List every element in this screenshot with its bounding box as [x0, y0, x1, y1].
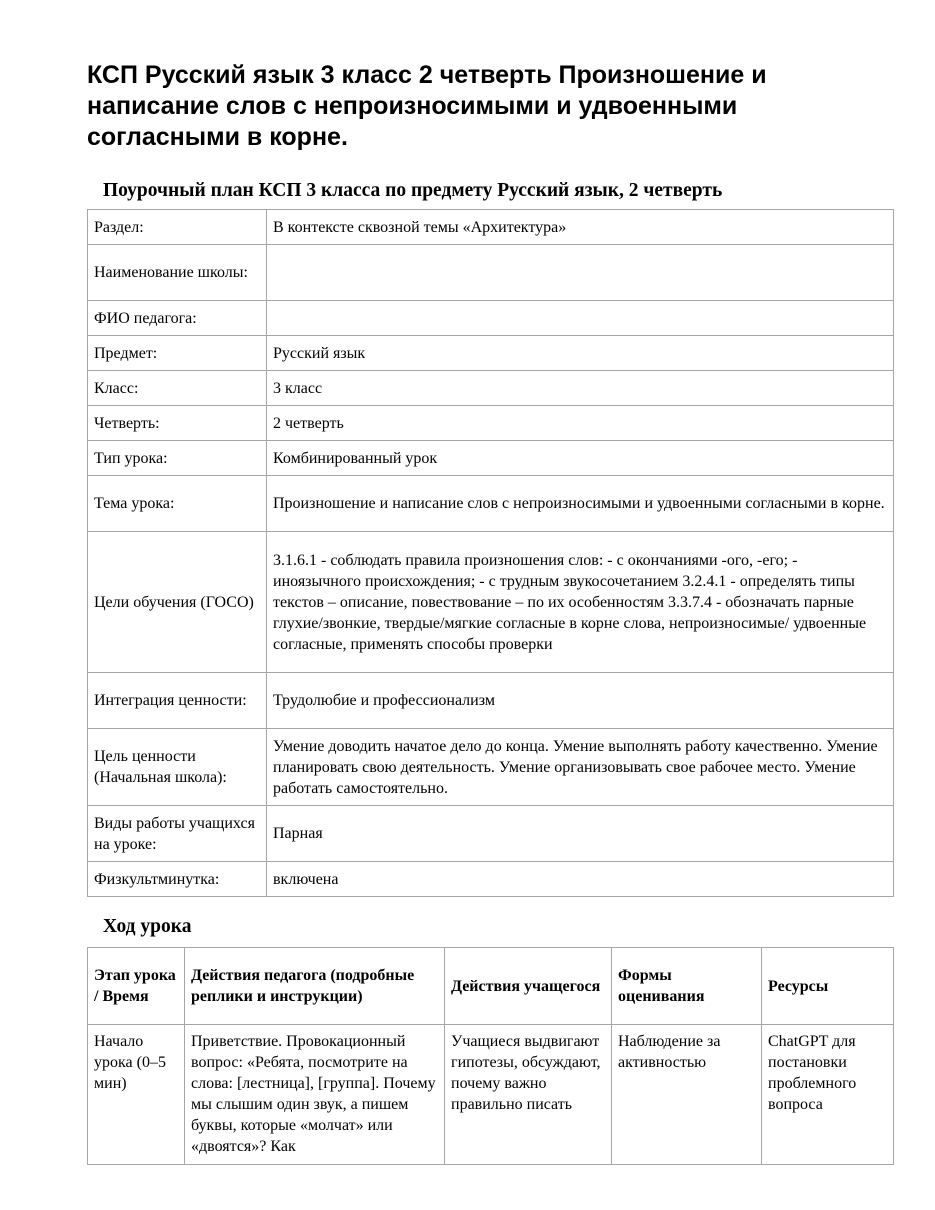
plan-row-work-types — [88, 806, 894, 862]
plan-row-value: Трудолюбие и профессионализм — [267, 673, 894, 729]
lesson-progress-heading: Ход урока — [103, 916, 192, 937]
plan-row-value — [267, 245, 894, 301]
plan-row-label: ФИО педагога: — [88, 301, 267, 336]
plan-row-label: Тема урока: — [88, 476, 267, 532]
plan-row-value: 3.1.6.1 - соблюдать правила произношения слов: - с окончаниями -ого, -его; - иноязычного происхождения; - с трудным звукосочетанием 3.2.4.1 - определять типы текстов – описание, повествование – по их особенностям 3.3.7.4 - обозначать парные глухие/звонкие, твердые/мягкие согласные в корне слова, непроизносимые/ удвоенные согласные, применять способы проверки — [267, 532, 894, 673]
plan-row-label: Цели обучения (ГОСО) — [88, 532, 267, 673]
plan-row-label: Предмет: — [88, 336, 267, 371]
lesson-plan-table — [87, 209, 894, 897]
document-page — [87, 0, 893, 1165]
plan-row-value: Комбинированный урок — [267, 441, 894, 476]
plan-row-lesson-type — [88, 441, 894, 476]
plan-row-value: Умение доводить начатое дело до конца. Умение выполнять работу качественно. Умение планировать свою деятельность. Умение организовывать свое рабочее место. Умение работать самостоятельно. — [267, 729, 894, 806]
plan-row-value: Произношение и написание слов с непроизносимыми и удвоенными согласными в корне. — [267, 476, 894, 532]
plan-row-grade — [88, 371, 894, 406]
plan-row-teacher — [88, 301, 894, 336]
plan-row-subject — [88, 336, 894, 371]
progress-header-row — [88, 948, 894, 1025]
table-cell-stage: Начало урока (0–5 мин) — [88, 1025, 185, 1165]
table-cell-student-actions: Учащиеся выдвигают гипотезы, обсуждают, почему важно правильно писать — [445, 1025, 612, 1165]
plan-row-quarter — [88, 406, 894, 441]
plan-row-label: Физкультминутка: — [88, 862, 267, 897]
plan-row-exercise-break — [88, 862, 894, 897]
plan-row-values-goal — [88, 729, 894, 806]
plan-row-values-integration — [88, 673, 894, 729]
plan-row-label: Четверть: — [88, 406, 267, 441]
column-header-stage: Этап урока / Время — [88, 948, 185, 1025]
plan-row-label: Виды работы учащихся на уроке: — [88, 806, 267, 862]
lesson-progress-table — [87, 947, 894, 1165]
plan-row-topic — [88, 476, 894, 532]
plan-row-label: Тип урока: — [88, 441, 267, 476]
table-cell-assessment: Наблюдение за активностью — [612, 1025, 762, 1165]
plan-row-label: Интеграция ценности: — [88, 673, 267, 729]
plan-row-label: Раздел: — [88, 210, 267, 245]
plan-row-value: 2 четверть — [267, 406, 894, 441]
plan-row-section — [88, 210, 894, 245]
plan-row-value: Парная — [267, 806, 894, 862]
column-header-assessment: Формы оценивания — [612, 948, 762, 1025]
plan-row-value: В контексте сквозной темы «Архитектура» — [267, 210, 894, 245]
plan-row-value: 3 класс — [267, 371, 894, 406]
column-header-resources: Ресурсы — [762, 948, 894, 1025]
plan-row-value: Русский язык — [267, 336, 894, 371]
plan-row-label: Класс: — [88, 371, 267, 406]
plan-row-school — [88, 245, 894, 301]
column-header-student-actions: Действия учащегося — [445, 948, 612, 1025]
plan-row-label: Цель ценности (Начальная школа): — [88, 729, 267, 806]
plan-row-goals — [88, 532, 894, 673]
plan-row-value: включена — [267, 862, 894, 897]
table-cell-teacher-actions: Приветствие. Провокационный вопрос: «Ребята, посмотрите на слова: [лестница], [группа]. Почему мы слышим один звук, а пишем буквы, которые «молчат» или «двоятся»? Как — [185, 1025, 445, 1165]
plan-heading: Поурочный план КСП 3 класса по предмету Русский язык, 2 четверть — [103, 180, 723, 201]
column-header-teacher-actions: Действия педагога (подробные реплики и инструкции) — [185, 948, 445, 1025]
plan-row-value — [267, 301, 894, 336]
plan-row-label: Наименование школы: — [88, 245, 267, 301]
table-cell-resources: ChatGPT для постановки проблемного вопроса — [762, 1025, 894, 1165]
table-row — [88, 1025, 894, 1165]
document-title: КСП Русский язык 3 класс 2 четверть Произношение и написание слов с непроизносимыми и удвоенными согласными в корне. — [87, 61, 767, 151]
